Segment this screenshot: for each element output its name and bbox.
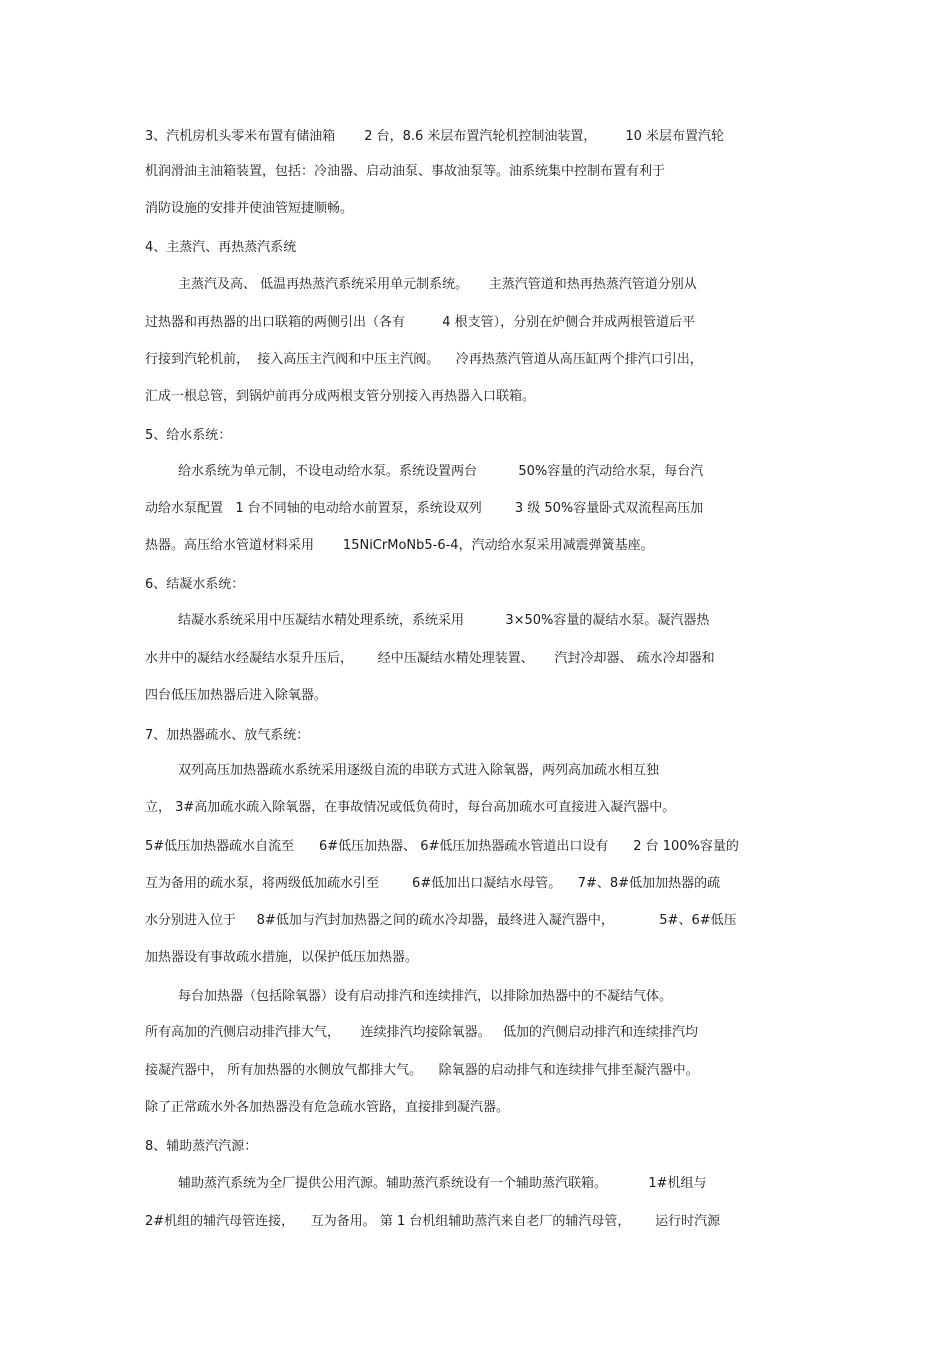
text-line: 主蒸汽及高、 低温再热蒸汽系统采用单元制系统。 主蒸汽管道和热再热蒸汽管道分别从 bbox=[178, 277, 697, 292]
text-line: 给水系统为单元制，不设电动给水泵。系统设置两台 50%容量的汽动给水泵，每台汽 bbox=[178, 464, 704, 479]
text-line: 四台低压加热器后进入除氧器。 bbox=[145, 688, 328, 703]
text-line: 消防设施的安排并使油管短捷顺畅。 bbox=[145, 201, 354, 216]
section-heading: 5、给水系统： bbox=[145, 428, 232, 443]
text-line: 双列高压加热器疏水系统采用逐级自流的串联方式进入除氧器，两列高加疏水相互独 bbox=[178, 763, 660, 778]
text-line: 除了正常疏水外各加热器没有危急疏水管路，直接排到凝汽器。 bbox=[145, 1100, 510, 1115]
text-line: 行接到汽轮机前， 接入高压主汽阀和中压主汽阀。 冷再热蒸汽管道从高压缸两个排汽口引出， bbox=[145, 352, 703, 367]
text-line: 辅助蒸汽系统为全厂提供公用汽源。辅助蒸汽系统设有一个辅助蒸汽联箱。 1#机组与 bbox=[178, 1176, 707, 1191]
text-line: 2#机组的辅汽母管连接， 互为备用。 第 1 台机组辅助蒸汽来自老厂的辅汽母管， 运行时汽源 bbox=[145, 1214, 721, 1229]
text-line: 接凝汽器中， 所有加热器的水侧放气都排大气。 除氧器的启动排气和连续排气排至凝汽器中。 bbox=[145, 1063, 699, 1078]
section-heading: 7、加热器疏水、放气系统： bbox=[145, 728, 310, 743]
text-line: 过热器和再热器的出口联箱的两侧引出（各有 4 根支管），分别在炉侧合并成两根管道后平 bbox=[145, 315, 696, 330]
text-line: 立， 3#高加疏水疏入除氧器，在事故情况或低负荷时，每台高加疏水可直接进入凝汽器中。 bbox=[145, 800, 676, 815]
section-heading: 8、辅助蒸汽汽源： bbox=[145, 1139, 258, 1154]
section-heading: 4、主蒸汽、再热蒸汽系统 bbox=[145, 240, 297, 255]
text-line: 汇成一根总管，到锅炉前再分成两根支管分别接入再热器入口联箱。 bbox=[145, 389, 536, 404]
text-line: 水分别进入位于 8#低加与汽封加热器之间的疏水冷却器，最终进入凝汽器中， 5#、6#低压 bbox=[145, 913, 737, 928]
text-line: 动给水泵配置 1 台不同轴的电动给水前置泵，系统设双列 3 级 50%容量卧式双流程高压加 bbox=[145, 501, 704, 516]
text-line: 加热器设有事故疏水措施，以保护低压加热器。 bbox=[145, 950, 419, 965]
text-line: 每台加热器（包括除氧器）设有启动排汽和连续排汽，以排除加热器中的不凝结气体。 bbox=[178, 989, 673, 1004]
text-line: 互为备用的疏水泵，将两级低加疏水引至 6#低加出口凝结水母管。 7#、8#低加加热器的疏 bbox=[145, 876, 721, 891]
text-line: 5#低压加热器疏水自流至 6#低压加热器、 6#低压加热器疏水管道出口设有 2 台 100%容量的 bbox=[145, 839, 739, 854]
section-heading: 6、结凝水系统： bbox=[145, 577, 245, 592]
text-line: 结凝水系统采用中压凝结水精处理系统，系统采用 3×50%容量的凝结水泵。凝汽器热 bbox=[178, 613, 710, 628]
text-line: 热器。高压给水管道材料采用 15NiCrMoNb5-6-4，汽动给水泵采用减震弹簧基座。 bbox=[145, 538, 654, 553]
text-line: 水井中的凝结水经凝结水泵升压后， 经中压凝结水精处理装置、 汽封冷却器、 疏水冷却器和 bbox=[145, 651, 715, 666]
text-line: 所有高加的汽侧启动排汽排大气， 连续排汽均接除氧器。 低加的汽侧启动排汽和连续排汽均 bbox=[145, 1025, 699, 1040]
text-line: 机润滑油主油箱装置，包括：冷油器、启动油泵、事故油泵等。油系统集中控制布置有利于 bbox=[145, 164, 666, 179]
text-line: 3、汽机房机头零米布置有储油箱 2 台，8.6 米层布置汽轮机控制油装置， 10 米层布置汽轮 bbox=[145, 129, 725, 144]
